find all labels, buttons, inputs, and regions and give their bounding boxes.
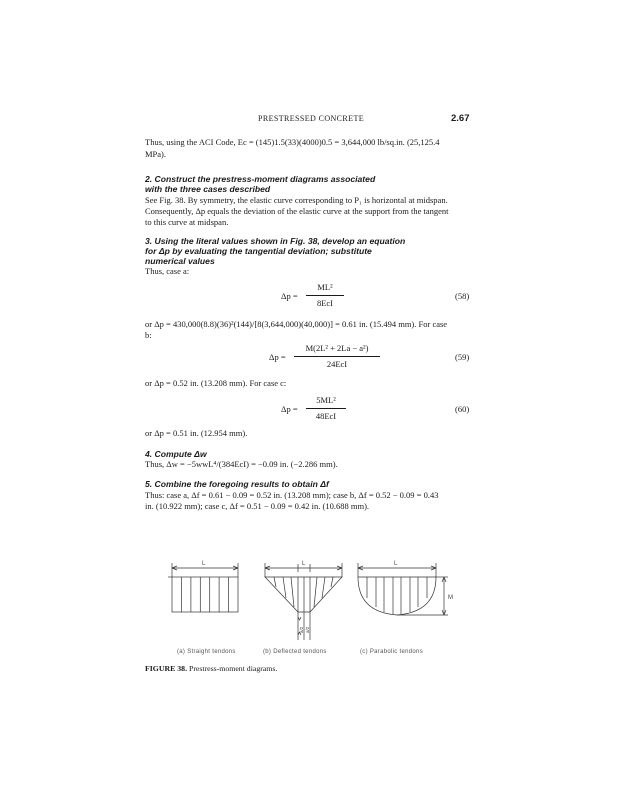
case-b-result: or Δp = 0.52 in. (13.208 mm). For case c:	[145, 378, 287, 388]
step5-line-2: in. (10.922 mm); case c, Δf = 0.51 − 0.09 = 0.42 in. (10.688 mm).	[145, 501, 370, 511]
figure-label: FIGURE 38.	[145, 664, 188, 673]
label-a-half-1: a/2	[299, 626, 304, 633]
eq58-numerator: ML²	[317, 282, 333, 292]
eq59-number: (59)	[455, 352, 470, 362]
eq58-fraction-bar	[306, 295, 344, 296]
step3-heading-line-3: numerical values	[145, 256, 215, 266]
running-title: PRESTRESSED CONCRETE	[258, 114, 365, 123]
caption-a: (a) Straight tendons	[177, 649, 236, 655]
caption-c: (c) Parabolic tendons	[360, 649, 423, 655]
step3-heading-line-1: 3. Using the literal values shown in Fig. 38, develop an equation	[145, 236, 406, 246]
eq59-fraction-bar	[294, 356, 380, 357]
step3-heading-line-2: for Δp by evaluating the tangential deviation; substitute	[145, 246, 372, 256]
case-a-result-1: or Δp = 430,000(8.8)(36)²(144)/[8(3,644,000)(40,000)] = 0.61 in. (15.494 mm). For case	[145, 319, 448, 329]
case-a-result-2: b:	[145, 330, 152, 340]
diagram-b-trapezoid	[265, 577, 342, 612]
label-a-half-2: a/2	[305, 626, 310, 633]
step4-heading: 4. Compute Δw	[145, 449, 207, 459]
eq59-lhs: Δp =	[269, 352, 286, 362]
page-number: 2.67	[451, 113, 470, 124]
figure-title: Prestress-moment diagrams.	[188, 664, 278, 673]
diagram-a-rectangle	[172, 577, 238, 612]
step5-line-1: Thus: case a, Δf = 0.61 − 0.09 = 0.52 in. (13.208 mm); case b, Δf = 0.52 − 0.09 = 0.43	[145, 490, 439, 500]
eq58-denominator: 8EcI	[316, 298, 334, 308]
eq58-number: (58)	[455, 291, 470, 301]
case-c-result: or Δp = 0.51 in. (12.954 mm).	[145, 428, 248, 438]
step5-heading: 5. Combine the foregoing results to obtain Δf	[145, 479, 329, 489]
intro-line-1: Thus, using the ACI Code, Ec = (145)1.5(33)(4000)0.5 = 3,644,000 lb/sq.in. (25,125.4	[145, 137, 440, 147]
case-a-intro: Thus, case a:	[145, 266, 190, 276]
eq60-lhs: Δp =	[281, 404, 298, 414]
figure-caption	[145, 664, 277, 673]
prestress-moment-figure	[150, 555, 470, 655]
step2-heading-line-2: with the three cases described	[145, 184, 271, 194]
step2-line-3: to this curve at midspan.	[145, 217, 229, 227]
diagram-c-parabola	[358, 577, 436, 615]
step2-heading-line-1: 2. Construct the prestress-moment diagrams associated	[145, 174, 376, 184]
eq59-denominator: 24EcI	[326, 359, 348, 369]
label-L-a: L	[202, 561, 206, 567]
eq60-number: (60)	[455, 404, 470, 414]
step2-line-1: See Fig. 38. By symmetry, the elastic curve corresponding to P₁ is horizontal at midspan.	[145, 195, 448, 205]
label-M: M	[448, 595, 453, 601]
eq60-numerator: 5ML²	[316, 395, 336, 405]
intro-line-2: MPa).	[145, 149, 167, 159]
label-L-b: L	[302, 561, 306, 567]
eq58-lhs: Δp =	[281, 291, 298, 301]
eq59-numerator: M(2L² + 2La − a²)	[305, 343, 369, 353]
step2-line-2: Consequently, Δp equals the deviation of the elastic curve at the support from the tangent	[145, 206, 449, 216]
eq60-denominator: 48EcI	[315, 411, 337, 421]
label-L-c: L	[394, 561, 398, 567]
eq60-fraction-bar	[306, 408, 346, 409]
caption-b: (b) Deflected tendons	[263, 649, 327, 655]
step4-line-1: Thus, Δw = −5wwL⁴/(384EcI) = −0.09 in. (−2.286 mm).	[145, 459, 338, 469]
